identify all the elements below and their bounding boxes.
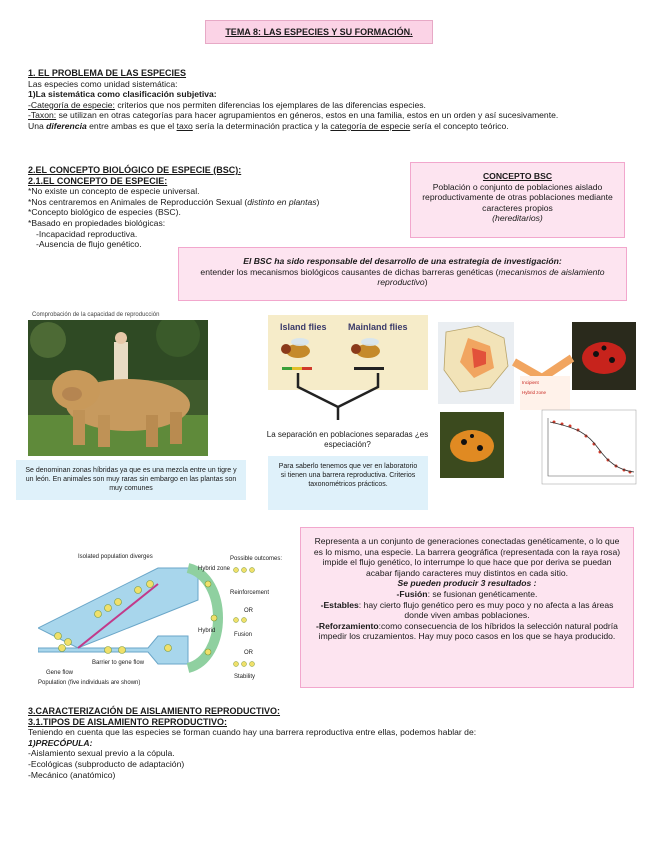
diagram-or1: OR (244, 608, 253, 614)
flies-question: La separación en poblaciones separadas ¿es especiación? (266, 430, 429, 449)
gen-estables: -Estables: hay cierto flujo genético pero es muy poco y no afecta a las áreas donde viven ambas poblaciones. (320, 599, 614, 621)
section-1-heading: 1. EL PROBLEMA DE LAS ESPECIES (28, 68, 187, 78)
s3-l3: -Aislamiento sexual previo a la cópula. (28, 748, 175, 759)
s3-l5: -Mecánico (anatómico) (28, 769, 116, 780)
gen-fusion: -Fusión: se fusionan genéticamente. (396, 588, 538, 599)
s3-l2: 1)PRECÓPULA: (28, 737, 93, 748)
s1-taxon: -Taxon: se utilizan en otras categorías para hacer agrupamientos en géneros, estos en una familia, estos en un orden y así sucesivamente. (28, 110, 559, 121)
liger-photo (28, 310, 208, 458)
s3-l4: -Ecológicas (subproducto de adaptación) (28, 758, 185, 769)
diagram-reinforcement: Reinforcement (230, 590, 270, 596)
gen-reforzamiento: -Reforzamiento:como consecuencia de los híbridos la selección natural podría impedir los cruzamientos. Hay muy poco casos en los que se haya producido. (316, 620, 618, 642)
s1-line2: 1)La sistemática como clasificación subjetiva: (28, 89, 217, 100)
resp-text: entender los mecanismos biológicos causantes de dichas barreras genéticas (mecanismos de aislamiento reproductivo) (200, 266, 605, 288)
gen-results: Se pueden producir 3 resultados : (397, 578, 537, 589)
map-label-incipient: Incipient (522, 380, 539, 385)
diagram-hybrid: Hybrid (198, 628, 216, 634)
s1-line1: Las especies como unidad sistemática: (28, 78, 178, 89)
s1-categoria: -Categoría de especie: criterios que nos permiten diferencias los ejemplares de las diferencias especies. (28, 99, 426, 110)
liger-caption-top: Comprobación de la capacidad de reproducción (32, 312, 160, 318)
s2-l3: *Concepto biológico de especies (BSC). (28, 207, 181, 218)
diagram-possible: Possible outcomes: (230, 556, 283, 562)
speciation-collage (438, 318, 638, 488)
island-label: Island flies (280, 322, 327, 332)
s2-l5: -Incapacidad reproductiva. (36, 228, 138, 239)
diagram-or2: OR (244, 650, 253, 656)
mainland-label: Mainland flies (348, 322, 408, 332)
bsc-box-text: Población o conjunto de poblaciones aislado reproductivamente de otras poblaciones mediante caracteres propios (422, 181, 613, 213)
section-1 (28, 68, 618, 132)
s1-diferencia: Una diferencia entre ambas es que el taxo sería la determinación practica y la categoría de especie sería el concepto teórico. (28, 120, 509, 131)
diagram-gene-flow: Gene flow (46, 670, 74, 676)
bsc-box-italic: (hereditarios) (492, 213, 543, 224)
bsc-box-title: CONCEPTO BSC (482, 171, 553, 181)
diagram-isolated: Isolated population diverges (78, 554, 153, 560)
diagram-stability: Stability (234, 674, 256, 680)
liger-image (28, 320, 208, 456)
section-2-heading: 2.EL CONCEPTO BIOLÓGICO DE ESPECIE (BSC): (28, 165, 242, 175)
resp-bold: El BSC ha sido responsable del desarrollo de una estrategia de investigación: (243, 256, 562, 266)
gen-text: Representa a un conjunto de generaciones conectadas genéticamente, o lo que es lo mismo, una especie. La barrera geográfica (representada con la raya rosa) impide el flujo genético, lo interrumpe lo que hace que por deriva se puedan acabar fijando caracteres muy distintos en cada sitio. (313, 536, 621, 578)
diagram-population: Population (five individuals are shown) (38, 680, 141, 686)
s2-l1: *No existe un concepto de especie universal. (28, 186, 200, 197)
section-2 (28, 165, 358, 250)
gene-flow-diagram (38, 548, 293, 688)
page-title: TEMA 8: LAS ESPECIES Y SU FORMACIÓN. (205, 20, 433, 44)
s3-l1: Teniendo en cuenta que las especies se forman cuando hay una barrera reproductiva entre ellas, podemos hablar de: (28, 727, 477, 738)
section-2-sub: 2.1.EL CONCEPTO DE ESPECIE: (28, 175, 168, 186)
section-3 (28, 706, 628, 780)
diagram-barrier: Barrier to gene flow (92, 660, 145, 666)
flies-diagram (268, 315, 428, 420)
section-3-heading: 3.CARACTERIZACIÓN DE AISLAMIENTO REPRODUCTIVO: (28, 706, 281, 716)
s2-l6: -Ausencia de flujo genético. (36, 239, 142, 250)
diagram-hybrid-zone: Hybrid zone (198, 566, 231, 572)
liger-caption: Se denominan zonas híbridas ya que es una mezcla entre un tigre y un león. En animales son muy raras sin embargo en las plantas son muy comunes (16, 460, 246, 500)
s2-l2: *Nos centraremos en Animales de Reproducción Sexual (distinto en plantas) (28, 196, 320, 207)
section-3-sub: 3.1.TIPOS DE AISLAMIENTO REPRODUCTIVO: (28, 716, 228, 727)
bsc-concept-box (410, 162, 625, 238)
generations-box (300, 527, 634, 688)
bsc-responsible-box (178, 247, 627, 301)
diagram-fusion: Fusion (234, 632, 253, 638)
flies-caption: Para saberlo tenemos que ver en laboratorio si tienen una barrera reproductiva. Criterios taxonométricos prácticos. (268, 456, 428, 510)
map-label-hybrid: Hybrid zone (522, 390, 547, 395)
s2-l4: *Basado en propiedades biológicas: (28, 217, 166, 228)
